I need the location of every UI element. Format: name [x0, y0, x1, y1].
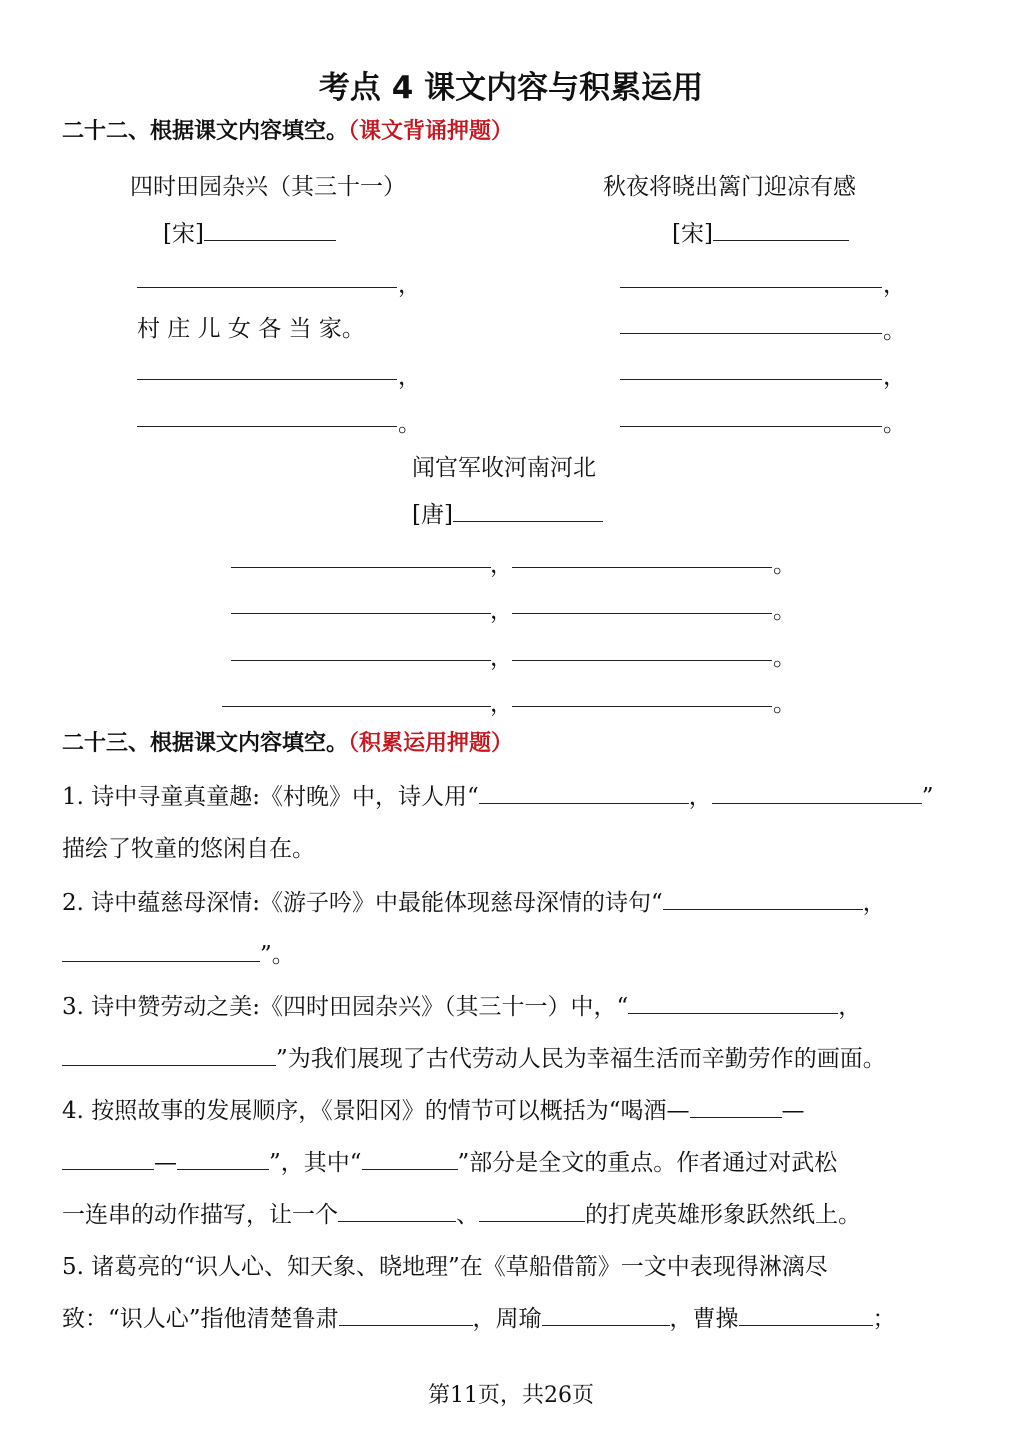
poem3-line4-period: 。	[773, 691, 796, 717]
section-22-label: 二十二、根据课文内容填空。	[62, 119, 349, 144]
question-2-line1	[62, 884, 886, 917]
poem1-dynasty	[163, 215, 336, 248]
section-23-label: 二十三、根据课文内容填空。	[62, 731, 349, 756]
poem3-line1b-blank[interactable]	[512, 567, 772, 568]
poem3-line2a-blank[interactable]	[231, 613, 491, 614]
poem2-title: 秋夜将晓出篱门迎凉有感	[603, 174, 856, 200]
poem3-line1-period: 。	[773, 552, 796, 578]
q4-blank-1[interactable]	[690, 1095, 782, 1118]
poem2-author-blank[interactable]	[713, 218, 849, 241]
poem3-line4a-blank[interactable]	[222, 706, 491, 707]
q4-text-g: 、	[456, 1202, 479, 1228]
question-5-line2	[62, 1300, 896, 1333]
poem1-given-line: 村 庄 儿 女 各 当 家。	[137, 316, 365, 342]
poem3-line4b-blank[interactable]	[512, 706, 772, 707]
q3-text-b: ，	[838, 994, 862, 1020]
poem2-line2-blank[interactable]	[620, 333, 882, 334]
section-23-tag: （积累运用押题）	[348, 731, 514, 756]
poem2-line1-blank[interactable]	[620, 287, 882, 288]
q1-blank-2[interactable]	[712, 781, 922, 804]
q4-text-e: ”部分是全文的重点。作者通过对武松	[457, 1150, 838, 1176]
q4-text-a: 4. 按照故事的发展顺序，《景阳冈》的情节可以概括为“喝酒—	[62, 1098, 690, 1124]
poem3-line3b-blank[interactable]	[512, 660, 772, 661]
q4-text-d: ”，其中“	[269, 1150, 362, 1176]
poem2-line1-punct: ，	[883, 272, 906, 298]
q4-text-h: 的打虎英雄形象跃然纸上。	[585, 1202, 861, 1228]
poem1-line4-punct: 。	[398, 411, 421, 437]
q5-text-e: ；	[872, 1306, 896, 1332]
question-1-line1	[62, 778, 934, 811]
page-footer: 第11页，共26页	[428, 1383, 594, 1408]
poem1-dynasty-label: [宋]	[163, 221, 204, 247]
q4-text-b: —	[781, 1098, 805, 1124]
q2-blank-2[interactable]	[62, 939, 260, 962]
poem3-author-blank[interactable]	[453, 499, 603, 522]
poem2-line3-punct: ，	[883, 364, 906, 390]
poem2-line4-blank[interactable]	[620, 426, 882, 427]
q2-text-b: ，	[862, 890, 886, 916]
page-title: 考点 4 课文内容与积累运用	[318, 70, 704, 106]
poem3-dynasty-label: [唐]	[412, 502, 453, 528]
q5-text-c: ，周瑜	[472, 1306, 542, 1332]
q5-text-b: 致：“识人心”指他清楚鲁肃	[62, 1306, 339, 1332]
q5-blank-1[interactable]	[339, 1303, 473, 1326]
poem3-line3-period: 。	[773, 645, 796, 671]
q2-text-c: ”。	[260, 942, 295, 968]
q3-text-c: ”为我们展现了古代劳动人民为幸福生活而辛勤劳作的画面。	[276, 1046, 886, 1072]
q1-text-b: ，	[688, 784, 712, 810]
section-23-heading	[62, 726, 513, 757]
q4-blank-6[interactable]	[479, 1199, 585, 1222]
poem1-line3-punct: ，	[398, 364, 421, 390]
poem3-line3a-blank[interactable]	[231, 660, 491, 661]
poem2-dynasty-label: [宋]	[672, 221, 713, 247]
q1-text-c: ”	[921, 784, 934, 810]
question-3-line2	[62, 1040, 886, 1073]
q5-blank-3[interactable]	[739, 1303, 873, 1326]
q3-text-a: 3. 诗中赞劳动之美:《四时田园杂兴》（其三十一）中，“	[62, 994, 629, 1020]
poem3-line2b-blank[interactable]	[512, 613, 772, 614]
q2-blank-1[interactable]	[663, 887, 863, 910]
poem1-line1-blank[interactable]	[137, 287, 397, 288]
question-5-line1: 5. 诸葛亮的“识人心、知天象、晓地理”在《草船借箭》一文中表现得淋漓尽	[62, 1254, 828, 1280]
q3-blank-1[interactable]	[628, 991, 838, 1014]
q5-blank-2[interactable]	[542, 1303, 670, 1326]
q5-text-d: ，曹操	[669, 1306, 739, 1332]
q4-blank-2[interactable]	[62, 1147, 154, 1170]
q4-text-c: —	[154, 1150, 177, 1176]
q4-blank-3[interactable]	[177, 1147, 269, 1170]
poem2-line4-punct: 。	[883, 411, 906, 437]
poem3-line3-comma: ，	[490, 645, 513, 671]
poem3-line2-comma: ，	[490, 598, 513, 624]
question-2-line2	[62, 936, 295, 969]
q1-text-a: 1. 诗中寻童真童趣:《村晚》中，诗人用“	[62, 784, 479, 810]
poem1-line3-blank[interactable]	[137, 379, 397, 380]
q4-blank-4[interactable]	[362, 1147, 458, 1170]
q3-blank-2[interactable]	[62, 1043, 276, 1066]
q1-blank-1[interactable]	[479, 781, 689, 804]
poem3-dynasty	[412, 496, 603, 529]
question-1-line2: 描绘了牧童的悠闲自在。	[62, 836, 315, 862]
question-4-line1	[62, 1092, 805, 1125]
poem3-line1-comma: ，	[490, 552, 513, 578]
q4-text-f: 一连串的动作描写，让一个	[62, 1202, 338, 1228]
poem1-title: 四时田园杂兴（其三十一）	[130, 174, 406, 200]
poem2-line3-blank[interactable]	[620, 379, 882, 380]
question-3-line1	[62, 988, 861, 1021]
poem1-line4-blank[interactable]	[137, 426, 397, 427]
section-22-tag: （课文背诵押题）	[348, 119, 514, 144]
poem3-title: 闻官军收河南河北	[412, 455, 596, 481]
poem3-line2-period: 。	[773, 598, 796, 624]
poem2-line2-punct: 。	[883, 318, 906, 344]
q4-blank-5[interactable]	[338, 1199, 456, 1222]
section-22-heading	[62, 114, 513, 145]
poem3-line1a-blank[interactable]	[231, 567, 491, 568]
poem3-line4-comma: ，	[490, 691, 513, 717]
question-4-line3	[62, 1196, 861, 1229]
poem1-author-blank[interactable]	[204, 218, 336, 241]
q2-text-a: 2. 诗中蕴慈母深情:《游子吟》中最能体现慈母深情的诗句“	[62, 890, 663, 916]
poem1-line1-punct: ，	[398, 272, 421, 298]
question-4-line2	[62, 1144, 837, 1177]
poem2-dynasty	[672, 215, 849, 248]
